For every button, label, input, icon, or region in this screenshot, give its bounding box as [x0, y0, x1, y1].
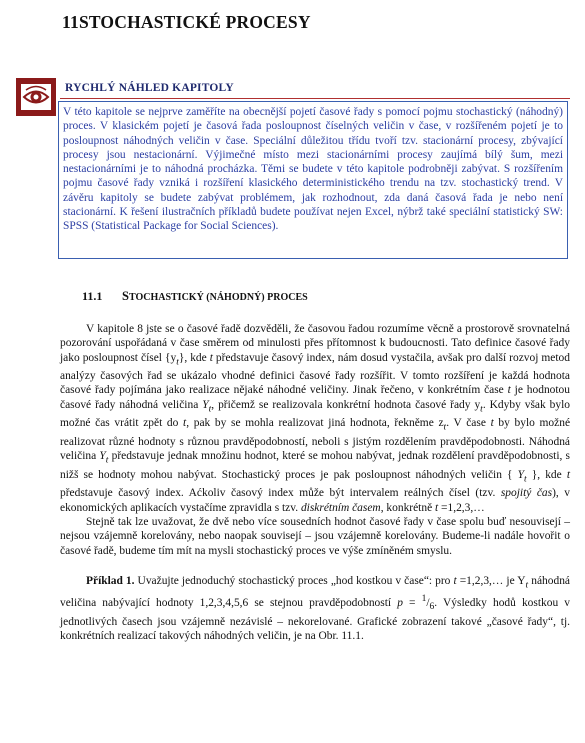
- example-1: Příklad 1. Uvažujte jednoduchý stochastický proces „hod kostkou v čase“: pro t =1,2,3,… je $Y_t$ náhodná veličina nabývající hodnoty 1,2,3,4,5,6 se stejnou pravděpodobností $p = ^1/_6$. Výsledky hodů kostkou v jednotlivých časech jsou vzájemně nezávislé – nekorelované. Grafické zobrazení takové „časové řady“, tj. konkrétních realizací takových náhodných veličin, je na Obr. 11.1.: [60, 574, 571, 643]
- preview-heading: [60, 81, 570, 99]
- paragraph-2: Stejně tak lze uvažovat, že dvě nebo více sousedních hodnot časové řady v čase spolu buď nesouvisejí – nejsou vzájemně korelovány, nebo naopak souvisejí – jsou vzájemně korelovány. Budeme-li nadále hovořit o časové řadě, budeme tím mít na mysli stochastický proces ve výše zmíněném smyslu.: [60, 515, 570, 557]
- paragraph-1: V kapitole 8 jste se o časové řadě dozvěděli, že časovou řadou rozumíme věcně a prostorově srovnatelná pozorování uspořádaná v čase směrem od minulosti přes přítomnost k budoucnosti. Tato definice časové řady jako posloupnost čísel $\{y_t\}$, kde t představuje časový index, nám dosud vystačila, avšak pro další rozvoj metod analýzy časových řad se ukázalo vhodné definici časové řady rozšířit. V tomto rozšíření je každá hodnota časové řady pojímána jako realizace nějaké náhodné veličiny. Jinak řečeno, v konkrétním čase t je hodnotou časové řady náhodná veličina $Y_t$, přičemž se realizovala konkrétní hodnota časové řady $y_t$. Kdyby však bylo možné čas vrátit zpět do t, pak by se mohla realizovat jiná hodnota, řekněme $z_t$. V čase t by bylo možné realizovat různé hodnoty s různou pravděpodobností, neboli s jistým rozdělením pravděpodobnosti. Náhodná veličina $Y_t$ představuje jednak množinu hodnot, které se mohou nabývat, jednak rozdělení pravděpodobnosti, s nižš se hodnoty mohou nabývat. Stochastický proces je pak posloupnost náhodných veličin { $Y_t$ }, kde t představuje časový index. Aćkoliv časový index může být intervalem reálných čísel (tzv. spojitý čas), v ekonomických aplikacích vystačíme zpravidla s tzv. diskrétním časem, konkrétně t =1,2,3,…: [60, 323, 571, 514]
- body-text: [60, 322, 570, 643]
- section-title-rest: TOCHASTICKÝ (NÁHODNÝ) PROCES: [128, 292, 308, 303]
- chapter-title-text: STOCHASTICKÉ PROCESY: [78, 12, 311, 32]
- section-number: 11.1: [82, 289, 103, 303]
- example-label: Příklad 1.: [86, 574, 135, 587]
- eye-icon: [21, 84, 51, 110]
- chapter-title: [62, 12, 311, 33]
- chapter-number: 11: [62, 12, 79, 32]
- section-title-initial: S: [122, 289, 129, 303]
- section-heading: [82, 289, 308, 304]
- preview-box: [58, 101, 568, 259]
- preview-text: V této kapitole se nejprve zaměříte na obecnější pojetí časové řady s pomocí pojmu stochastický (náhodný) proces. V klasickém pojetí je časová řada posloupnost číselných veličin v čase, v rozšířeném pojetí je to posloupnost náhodných veličin v čase. Speciální důležitou třídu tvoří tzv. stacionární procesy, zbývající procesy jsou nestacionární. Výjimečné místo mezi stacionárními procesy zaujímá bílý šum, mezi nestacionárními je to náhodná procházka. Těmi se budete v této kapitole podrobněji zabývat. S rozšířením pojmu časové řady vzniká i rozšíření klasického deterministického trendu na tzv. stochastický trend. V závěru kapitoly se budete zabývat problémem, jak rozhodnout, zda daná časová řada je nebo není stacionární. K řešení ilustračních příkladů budete používat nejen Excel, nýbrž také speciální statistický SW: SPSS (Statistical Package for Social Sciences).: [63, 106, 563, 233]
- preview-eye-badge: [16, 78, 56, 116]
- preview-heading-text: RYCHLÝ NÁHLED KAPITOLY: [65, 82, 234, 94]
